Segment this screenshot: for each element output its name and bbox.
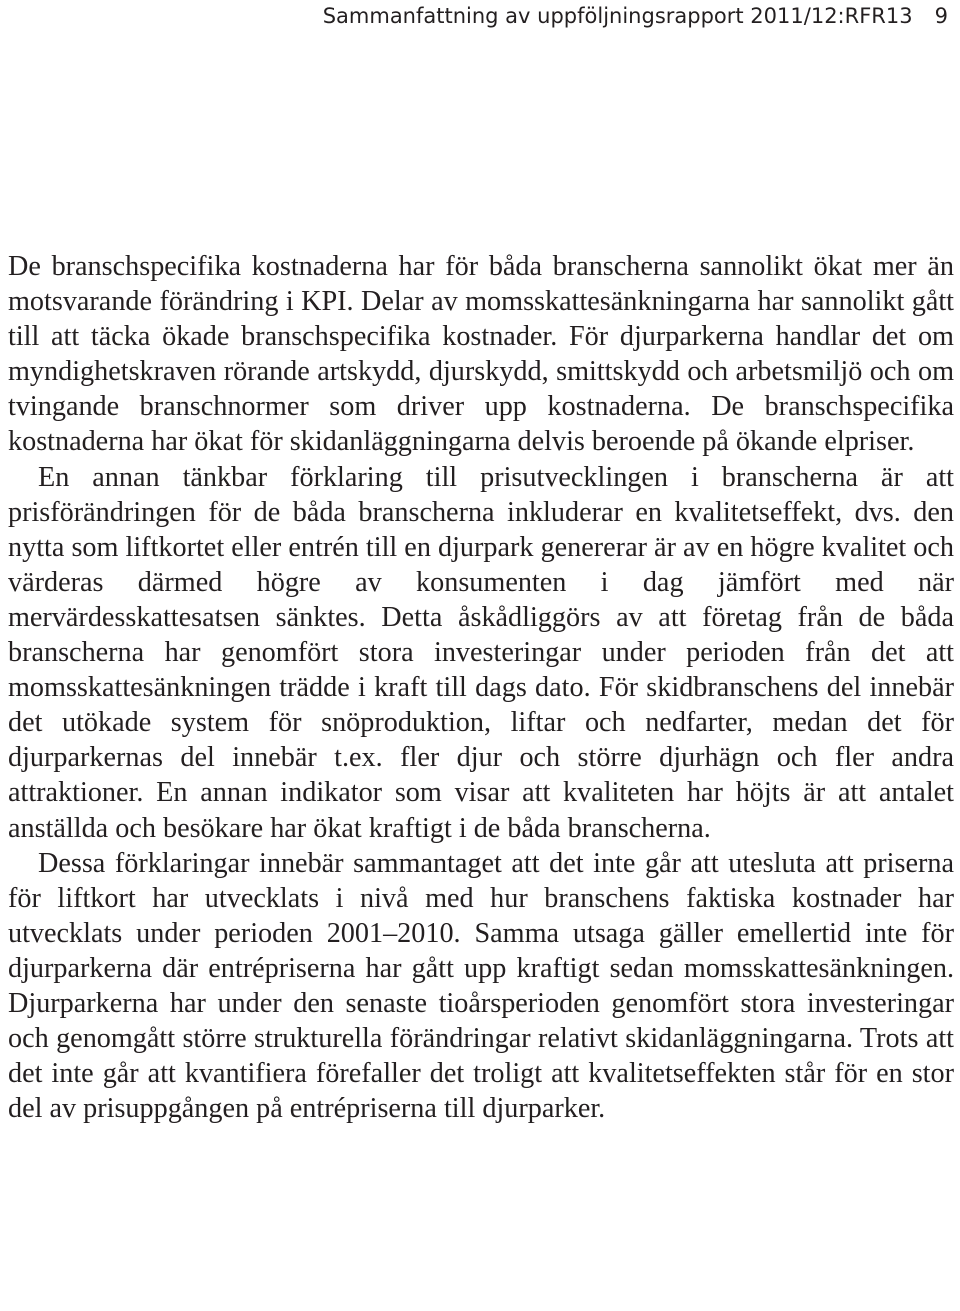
body-text — [8, 249, 954, 1126]
paragraph-2: En annan tänkbar förklaring till prisutvecklingen i branscherna är att prisförändringen för de båda branscherna inkluderar en kvalitetseffekt, dvs. den nytta som liftkortet eller entrén till en djurpark genererar är av en högre kvalitet och värderas därmed högre av konsumenten i dag jämfört med när mervärdesskattesatsen sänktes. Detta åskådliggörs av att företag från de båda branscherna har genomfört stora investeringar under perioden från det att momsskattesänkningen trädde i kraft till dags dato. För skidbranschens del innebär det utökade system för snöproduktion, liftar och nedfarter, medan det för djurparkernas del innebär t.ex. fler djur och större djurhägn och fler andra attraktioner. En annan indikator som visar att kvaliteten har höjts är att antalet anställda och besökare har ökat kraftigt i de båda branscherna. — [8, 461, 954, 844]
paragraph-3: Dessa förklaringar innebär sammantaget att det inte går att utesluta att priserna för liftkort har utvecklats i nivå med hur branschens faktiska kostnader har utvecklats under perioden 2001–2010. Samma utsaga gäller emellertid inte för djurparkerna där entrépriserna har gått upp kraftigt sedan momsskattesänkningen. Djurparkerna har under den senaste tioårsperioden genomfört stora investeringar och genomgått större strukturella förändringar relativt skidanläggningarna. Trots att det inte går att kvantifiera förefaller det troligt att kvalitetseffekten står för en stor del av prisuppgången på entrépriserna till djurparker. — [8, 847, 954, 1125]
header-title: Sammanfattning av uppföljningsrapport 2011/12:RFR13 — [322, 4, 913, 28]
page-number: 9 — [934, 4, 948, 28]
paragraph-1: De branschspecifika kostnaderna har för båda branscherna sannolikt ökat mer än motsvarande förändring i KPI. Delar av momsskattesänkningarna har sannolikt gått till att täcka ökade branschspecifika kostnader. För djurparkerna handlar det om myndighetskraven rörande artskydd, djurskydd, smittskydd och arbetsmiljö och om tvingande branschnormer som driver upp kostnaderna. De branschspecifika kostnaderna har ökat för skidanläggningarna delvis beroende på ökande elpriser. — [8, 251, 954, 458]
running-header — [200, 2, 948, 30]
